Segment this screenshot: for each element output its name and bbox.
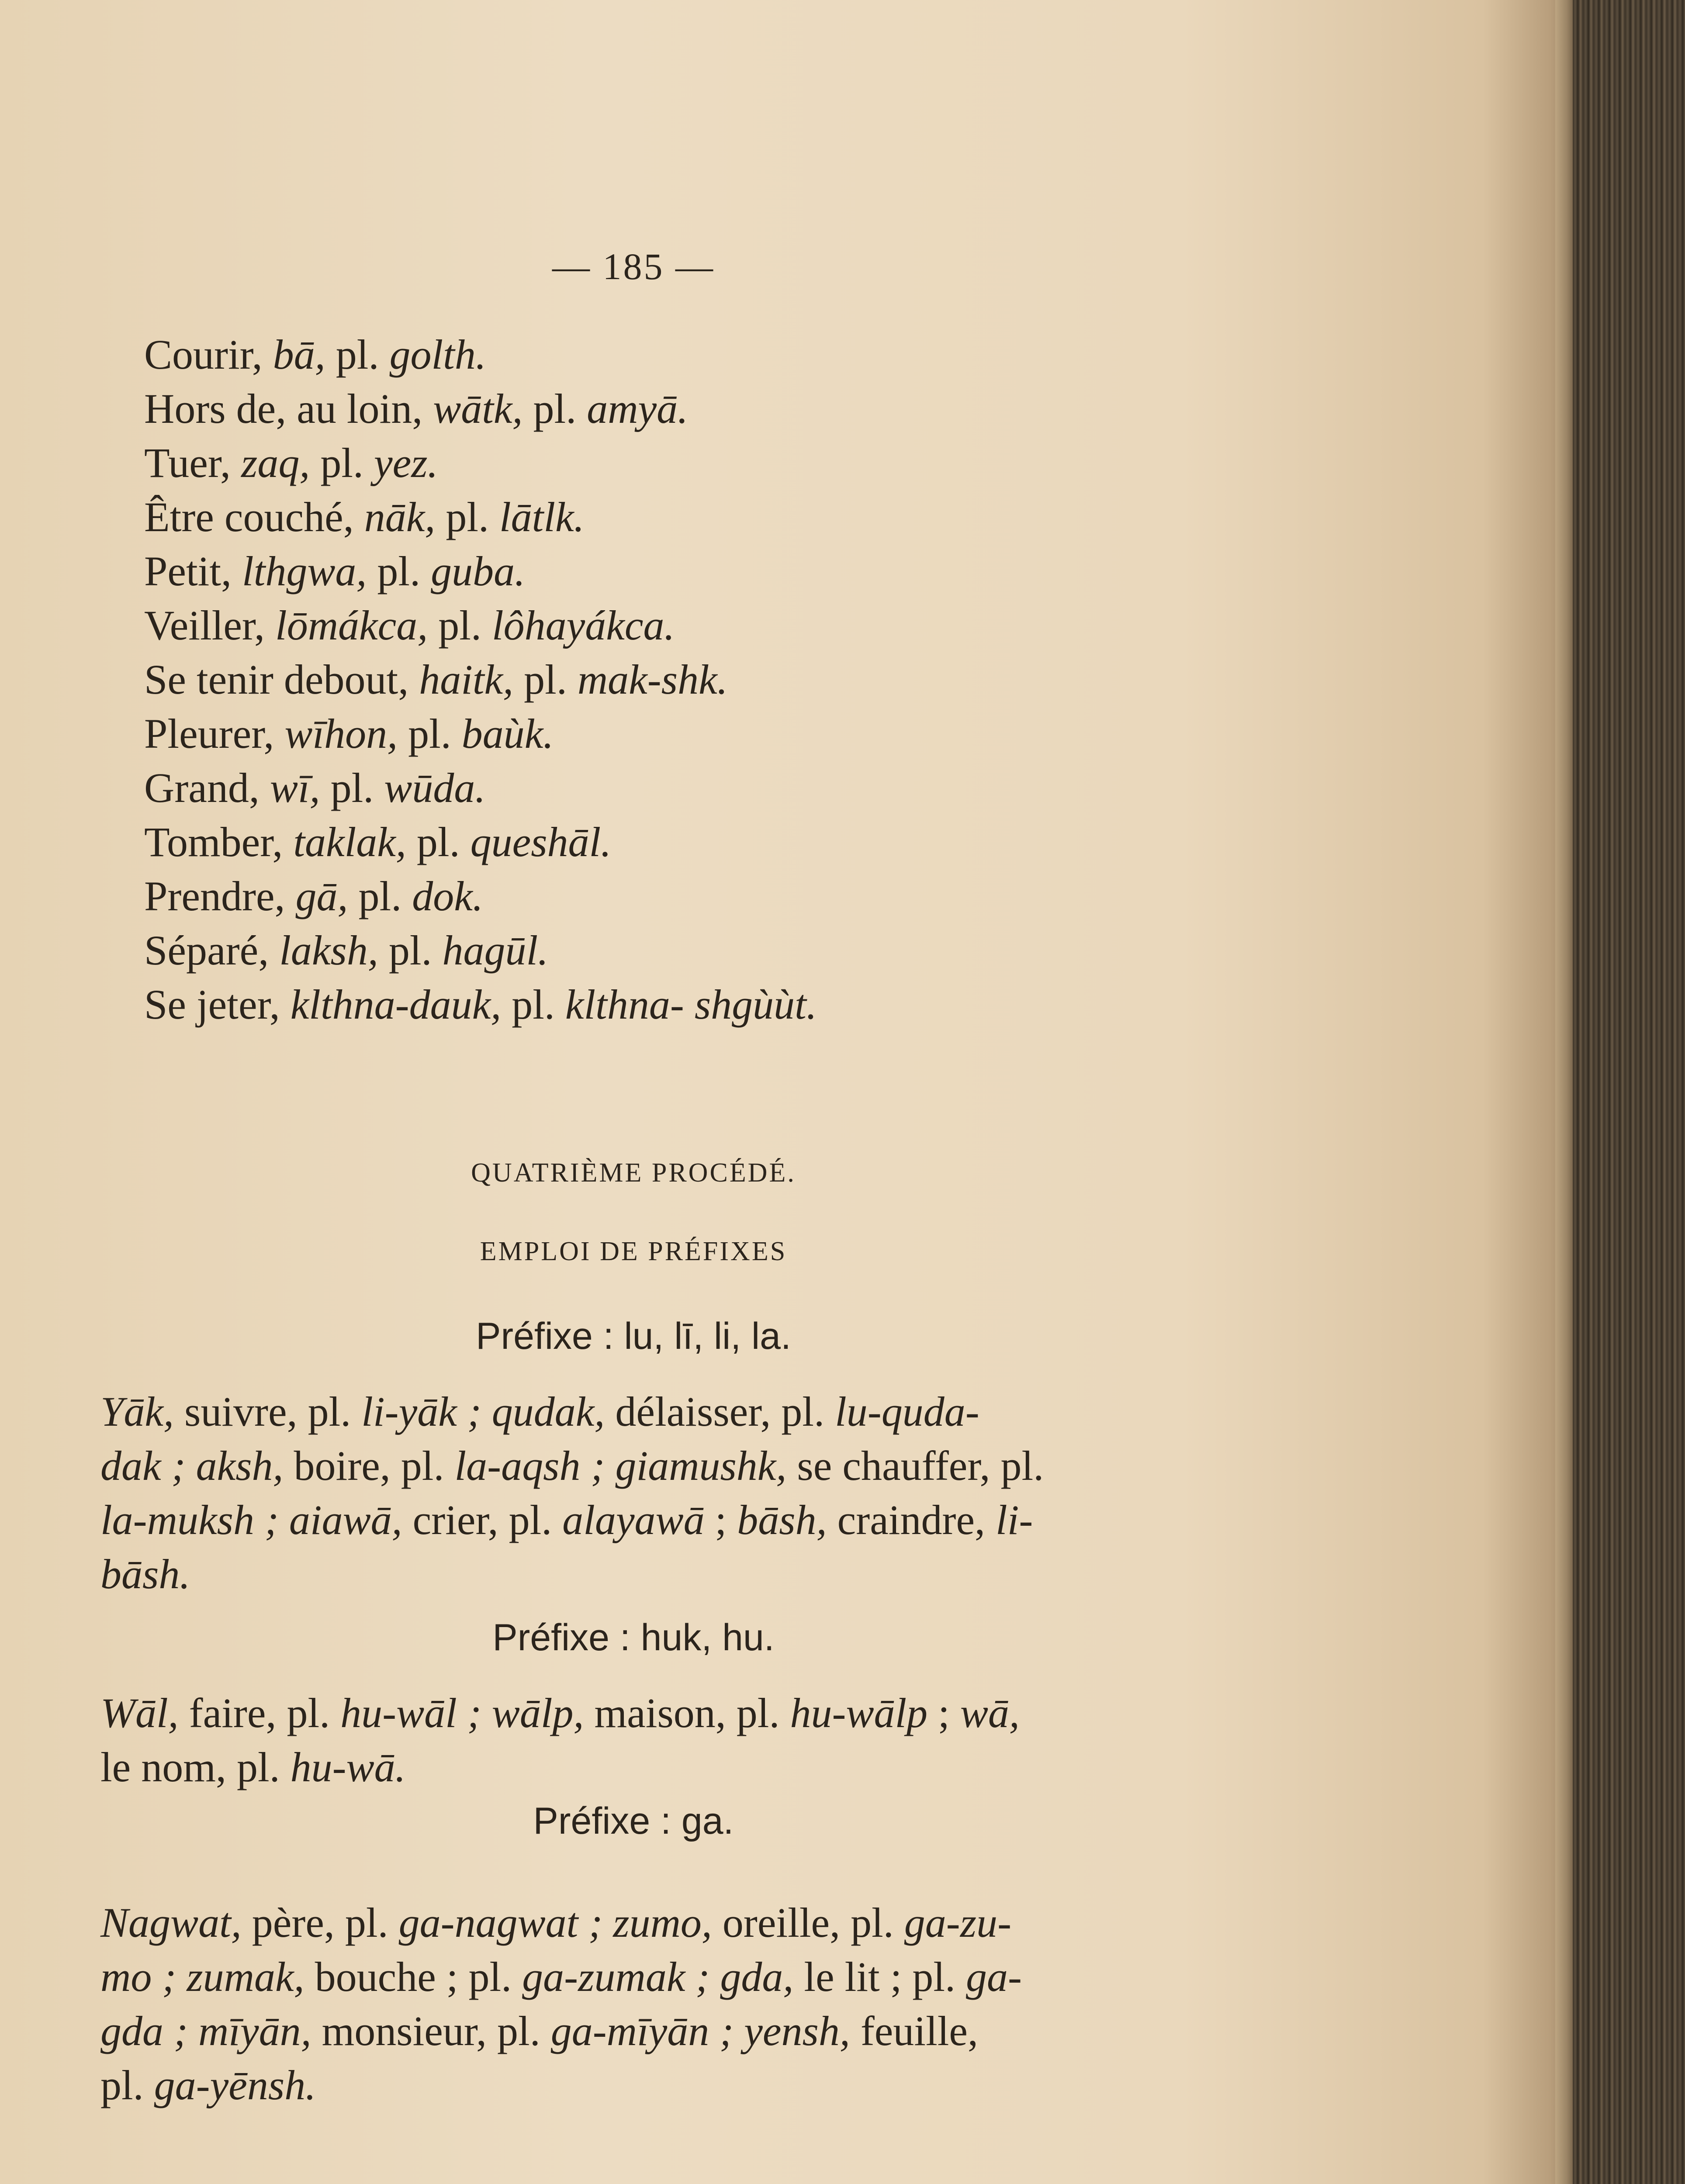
vocab-singular: laksh, [279, 927, 378, 974]
vocab-french-word: Tuer, [144, 439, 231, 486]
vocab-singular: wīhon, [284, 710, 398, 757]
vocab-entry [144, 815, 817, 869]
vocab-entry [144, 869, 817, 923]
vocab-singular: nāk, [364, 494, 436, 540]
term-italic: gda ; mīyān, [100, 2008, 311, 2054]
vocab-singular: wātk, [433, 385, 523, 432]
vocab-plural-label: pl. [388, 927, 432, 974]
term-italic: hu-wālp [790, 1690, 928, 1736]
vocab-plural-label: pl. [438, 602, 481, 649]
text-line [100, 1686, 1171, 1740]
vocab-plural-label: pl. [533, 385, 577, 432]
gloss-text: ; [927, 1690, 960, 1736]
term-italic: ga-zumak ; gda, [522, 1953, 794, 2000]
term-italic: bāsh. [100, 1551, 190, 1597]
term-italic: alayawā [562, 1496, 705, 1543]
vocab-french-word: Tomber, [144, 819, 283, 865]
vocab-french-word: Prendre, [144, 873, 285, 919]
gloss-text: crier, pl. [402, 1496, 563, 1543]
vocab-plural: lôhayákca. [491, 602, 675, 649]
text-line [100, 2058, 1171, 2112]
term-italic: bāsh, [737, 1496, 827, 1543]
gloss-text: boire, pl. [283, 1442, 455, 1489]
term-italic: ga-yēnsh. [154, 2062, 316, 2108]
vocab-entry [144, 328, 817, 382]
vocab-plural: dok. [412, 873, 483, 919]
gloss-text: le lit ; pl. [793, 1953, 966, 2000]
vocab-entry [144, 707, 817, 761]
vocab-french-word: Grand, [144, 764, 259, 811]
gloss-text: suivre, pl. [174, 1388, 362, 1435]
vocab-plural: golth. [389, 331, 486, 378]
vocab-french-word: Veiller, [144, 602, 265, 649]
gloss-text: monsieur, pl. [311, 2008, 551, 2054]
vocab-plural-label: pl. [336, 331, 379, 378]
vocab-french-word: Se jeter, [144, 981, 280, 1028]
vocab-plural-label: pl. [524, 656, 567, 703]
vocab-plural: klthna- shgùùt. [565, 981, 817, 1028]
vocab-singular: haitk, [419, 656, 514, 703]
vocab-entry [144, 978, 817, 1032]
vocab-plural-label: pl. [408, 710, 451, 757]
text-line [100, 1493, 1171, 1547]
vocab-plural: guba. [431, 548, 526, 594]
vocab-singular: zaq, [241, 439, 310, 486]
vocab-plural: hagūl. [442, 927, 549, 974]
vocab-french-word: Être couché, [144, 494, 354, 540]
term-italic: ga-zu- [904, 1899, 1012, 1946]
term-italic: la-aqsh ; giamushk, [454, 1442, 787, 1489]
text-line [100, 1547, 1171, 1601]
term-italic: mo ; zumak, [100, 1953, 304, 2000]
vocab-plural: wūda. [384, 764, 486, 811]
gloss-text: oreille, pl. [712, 1899, 904, 1946]
vocab-singular: klthna-dauk, [290, 981, 502, 1028]
vocab-singular: wī, [270, 764, 320, 811]
vocab-plural: amyā. [587, 385, 689, 432]
term-italic: Yāk, [100, 1388, 174, 1435]
text-line [100, 1740, 1171, 1794]
gloss-text: délaisser, pl. [605, 1388, 835, 1435]
vocab-french-word: Se tenir debout, [144, 656, 409, 703]
vocab-french-word: Courir, [144, 331, 263, 378]
vocab-plural-label: pl. [358, 873, 402, 919]
term-italic: la-muksh ; aiawā, [100, 1496, 402, 1543]
text-line [100, 1439, 1171, 1493]
vocab-plural: lātlk. [499, 494, 585, 540]
vocabulary-list [144, 328, 817, 1032]
vocab-french-word: Hors de, au loin, [144, 385, 423, 432]
gloss-text: ; [704, 1496, 737, 1543]
term-italic: lu-quda- [835, 1388, 979, 1435]
term-italic: dak ; aksh, [100, 1442, 284, 1489]
gloss-text: père, pl. [241, 1899, 399, 1946]
term-italic: li-yāk ; qudak, [361, 1388, 605, 1435]
text-line [100, 2004, 1171, 2058]
term-italic: hu-wā. [290, 1744, 406, 1790]
vocab-plural-label: pl. [512, 981, 555, 1028]
vocab-plural: baùk. [461, 710, 554, 757]
gloss-text: faire, pl. [178, 1690, 341, 1736]
page-edge [1555, 0, 1575, 2184]
vocab-plural-label: pl. [320, 439, 364, 486]
term-italic: ga-nagwat ; zumo, [398, 1899, 712, 1946]
section-subtitle: EMPLOI DE PRÉFIXES [480, 1237, 787, 1266]
term-italic: li- [996, 1496, 1033, 1543]
vocab-entry [144, 436, 817, 490]
vocab-entry [144, 923, 817, 978]
prefix-heading: Préfixe : ga. [533, 1800, 734, 1842]
vocab-french-word: Pleurer, [144, 710, 274, 757]
vocab-singular: bā, [273, 331, 325, 378]
vocab-entry [144, 653, 817, 707]
gloss-text: feuille, [850, 2008, 979, 2054]
page-number: — 185 — [552, 245, 715, 287]
vocab-singular: lthgwa, [242, 548, 367, 594]
text-line [100, 1896, 1171, 1950]
vocab-plural-label: pl. [377, 548, 421, 594]
vocab-plural: queshāl. [470, 819, 612, 865]
prefix-examples [100, 1896, 1171, 2112]
vocab-plural-label: pl. [416, 819, 460, 865]
vocab-plural: mak-shk. [577, 656, 728, 703]
vocab-entry [144, 544, 817, 598]
vocab-singular: taklak, [293, 819, 406, 865]
prefix-examples [100, 1385, 1171, 1601]
gloss-text: pl. [100, 2062, 154, 2108]
term-italic: Wāl, [100, 1690, 179, 1736]
book-spine [1573, 0, 1685, 2184]
vocab-plural: yez. [374, 439, 438, 486]
section-title: QUATRIÈME PROCÉDÉ. [471, 1158, 796, 1188]
vocab-plural-label: pl. [446, 494, 489, 540]
term-italic: Nagwat, [100, 1899, 242, 1946]
vocab-singular: gā, [295, 873, 348, 919]
vocab-entry [144, 761, 817, 815]
prefix-examples [100, 1686, 1171, 1794]
gloss-text: bouche ; pl. [304, 1953, 522, 2000]
term-italic: ga- [966, 1953, 1022, 2000]
gloss-text: craindre, [827, 1496, 996, 1543]
text-line [100, 1385, 1171, 1439]
prefix-heading: Préfixe : lu, lī, li, la. [476, 1315, 791, 1357]
vocab-entry [144, 490, 817, 544]
vocab-french-word: Petit, [144, 548, 232, 594]
text-line [100, 1950, 1171, 2004]
vocab-entry [144, 598, 817, 653]
term-italic: ga-mīyān ; yensh, [550, 2008, 850, 2054]
gloss-text: maison, pl. [584, 1690, 790, 1736]
vocab-singular: lōmákca, [275, 602, 428, 649]
vocab-french-word: Séparé, [144, 927, 269, 974]
gloss-text: le nom, pl. [100, 1744, 291, 1790]
term-italic: hu-wāl ; wālp, [340, 1690, 584, 1736]
gloss-text: se chauffer, pl. [786, 1442, 1044, 1489]
term-italic: wā, [960, 1690, 1020, 1736]
prefix-heading: Préfixe : huk, hu. [492, 1617, 775, 1659]
vocab-plural-label: pl. [330, 764, 374, 811]
vocab-entry [144, 382, 817, 436]
